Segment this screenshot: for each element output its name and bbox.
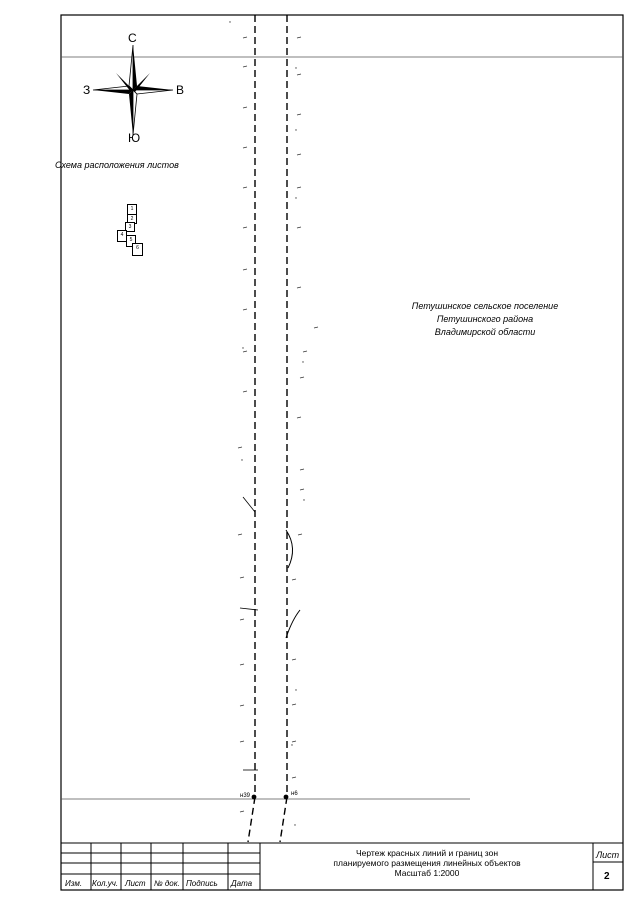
point-n39 xyxy=(252,795,257,800)
compass-west-label: З xyxy=(83,83,91,97)
point-label-left: н39 xyxy=(240,793,250,799)
compass-south-label: Ю xyxy=(128,131,141,145)
scheme-sheet-4: 4 xyxy=(117,230,127,242)
stamp-scale: Масштаб 1:2000 xyxy=(394,868,460,878)
stamp-title-line1: Чертеж красных линий и границ зон xyxy=(355,848,499,858)
stamp-col-date: Дата xyxy=(231,879,253,888)
compass-rose xyxy=(93,45,173,135)
red-line-left-bend xyxy=(248,797,255,842)
compass-east-label: В xyxy=(176,83,185,97)
scheme-sheet-2: 2 xyxy=(127,214,137,224)
scheme-sheet-5: 5 xyxy=(126,235,136,247)
terrain-marks-right xyxy=(292,37,318,778)
red-line-right-bend xyxy=(280,797,287,842)
stamp-sheet-number: 2 xyxy=(604,871,610,882)
stamp-title-line2: планируемого размещения линейных объектов xyxy=(333,858,521,868)
scheme-sheet-1: 1 xyxy=(127,204,137,216)
region-label-line2: Петушинского района xyxy=(436,314,534,324)
stamp-col-izm: Изм. xyxy=(65,879,83,888)
layout-scheme-title: Схема расположения листов xyxy=(55,160,179,170)
stamp-col-doc: № док. xyxy=(154,879,180,888)
stamp-col-signature: Подпись xyxy=(186,879,218,888)
region-label xyxy=(380,300,590,339)
compass-north-label: С xyxy=(128,31,137,45)
point-label-right: н6 xyxy=(291,791,298,797)
region-label-line3: Владимирской области xyxy=(434,327,536,337)
stamp-col-list: Лист xyxy=(125,879,146,888)
scheme-sheet-6: 6 xyxy=(132,243,143,256)
stamp-sheet-label: Лист xyxy=(596,850,620,860)
sheet-frame xyxy=(61,15,623,890)
curve-feature-2 xyxy=(286,610,300,638)
short-line-1 xyxy=(243,497,255,512)
region-label-line1: Петушинское сельское поселение xyxy=(411,301,559,311)
stamp-title xyxy=(262,848,592,878)
point-n6 xyxy=(284,795,289,800)
scheme-sheet-3: 3 xyxy=(125,222,135,232)
terrain-marks-left xyxy=(238,37,247,812)
stamp-col-kol-uch: Кол.уч. xyxy=(92,879,119,888)
